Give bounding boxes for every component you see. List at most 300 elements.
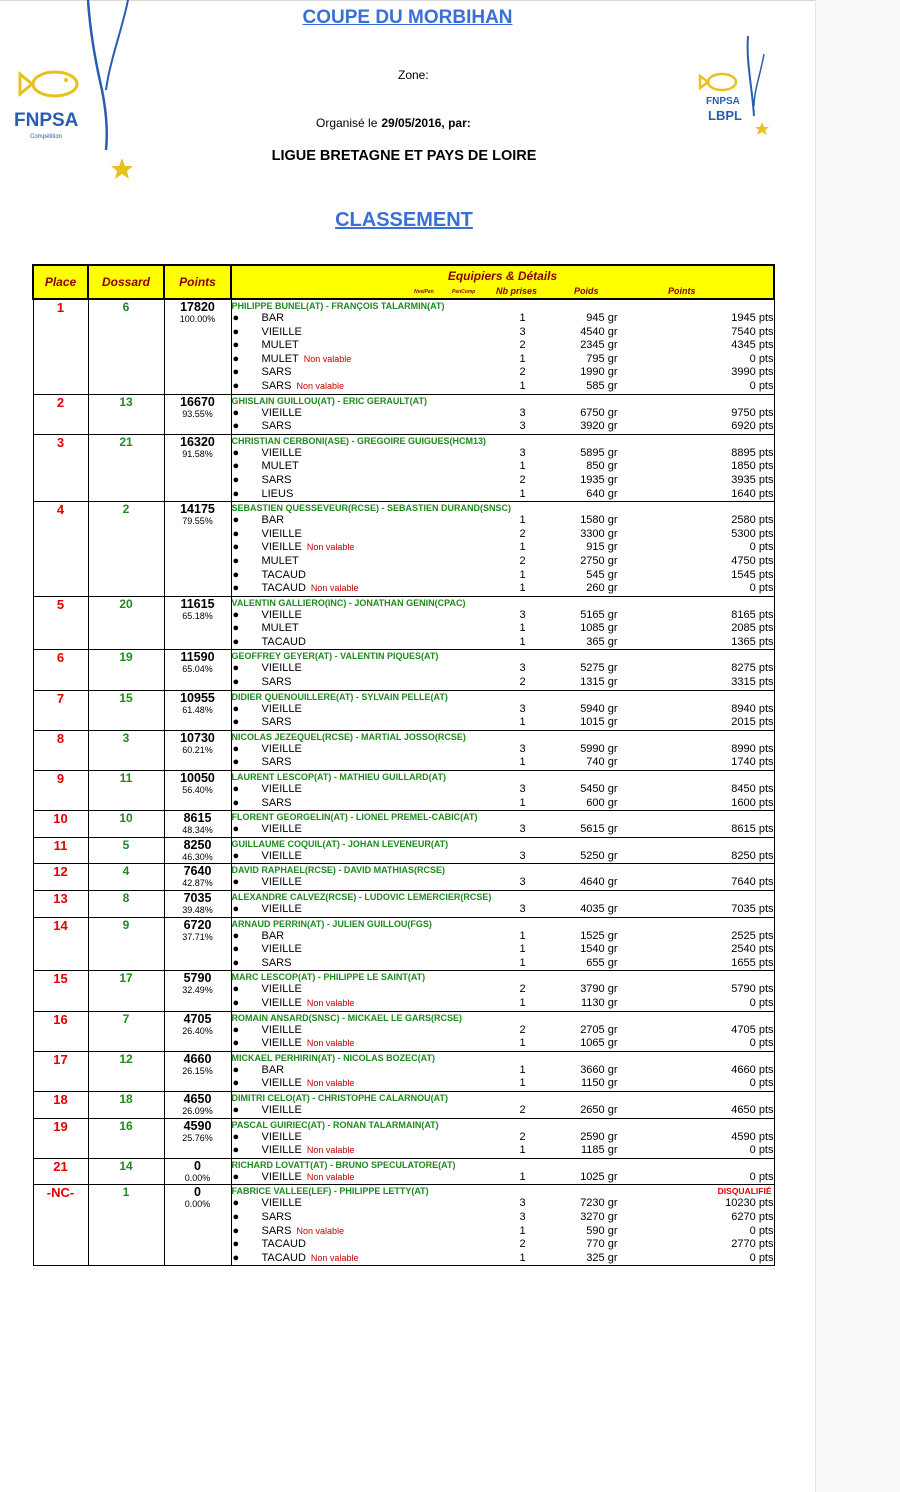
total-points: 7035 [183,891,212,905]
equipiers-cell [231,1118,774,1158]
points-cell [164,394,231,434]
catch-points: 1655 pts [731,956,774,969]
catch-line [232,676,774,690]
catch-line [232,447,774,461]
catch-line [232,1225,774,1239]
organisation-line: Organisé le 29/05/2016, par: [316,116,471,130]
bullet-icon: ● [232,460,240,473]
catch-species: VIEILLE Non valable [261,1077,355,1090]
catch-points: 8275 pts [731,662,774,675]
catch-line [232,797,774,811]
non-valable-note: Non valable [296,1225,344,1236]
place-cell: 7 [33,690,88,730]
catch-count: 3 [519,608,526,621]
catch-species: TACAUD [261,635,306,648]
catch-species: VIEILLE Non valable [261,1037,355,1050]
non-valable-note: Non valable [306,542,355,553]
table-row [33,596,774,650]
total-points: 11590 [180,650,215,665]
catch-line [232,662,774,676]
catch-count: 2 [519,366,526,379]
points-cell [164,1091,231,1118]
catch-points: 2540 pts [731,943,774,956]
team-names: ALEXANDRE CALVEZ(RCSE) - LUDOVIC LEMERCIER(RCSE) [231,892,492,902]
catch-species: SARS [261,756,292,769]
bullet-icon: ● [232,420,240,433]
dossard-cell: 18 [88,1091,164,1118]
dossard-cell: 3 [88,730,164,770]
catch-weight: 850 gr [586,460,618,473]
catch-points: 1365 pts [731,635,774,648]
catch-count: 3 [519,742,526,755]
equipiers-cell [231,864,774,891]
catch-weight: 260 gr [586,582,618,595]
catch-line [232,1197,774,1211]
dossard-cell: 9 [88,917,164,971]
place-cell: 19 [33,1118,88,1158]
catch-weight: 5165 gr [580,608,618,621]
catch-count: 2 [519,1023,526,1036]
bullet-icon: ● [232,996,240,1009]
section-title: CLASSEMENT [335,209,473,231]
catch-weight: 7230 gr [580,1197,618,1210]
points-percent: 48.34% [182,825,213,836]
team-names: VALENTIN GALLIERO(INC) - JONATHAN GENIN(CPAC) [231,597,466,608]
catch-weight: 655 gr [586,956,618,969]
catch-species: VIEILLE [261,1197,302,1210]
catch-weight: 325 gr [586,1251,618,1264]
catch-line [232,997,774,1011]
table-row [33,837,774,864]
catch-weight: 3920 gr [580,420,618,433]
catch-weight: 1150 gr [581,1077,618,1090]
points-percent: 46.30% [182,851,213,862]
bullet-icon: ● [232,783,240,796]
catch-points: 4705 pts [731,1023,774,1036]
catch-species: VIEILLE Non valable [261,1144,355,1157]
equipiers-cell [231,1185,774,1266]
catch-line [232,756,774,770]
equipiers-cell [231,771,774,811]
catch-line [232,420,774,434]
catch-weight: 5615 gr [580,823,618,836]
catch-points: 0 pts [749,1224,774,1237]
catch-weight: 5990 gr [580,742,618,755]
catch-species: SARS [261,956,292,969]
catch-points: 5790 pts [731,983,774,996]
catch-species: BAR [261,514,285,527]
total-points: 0 [194,1185,201,1200]
catch-species: VIEILLE [261,823,302,836]
total-points: 7640 [183,864,212,879]
catch-weight: 2750 gr [580,554,618,567]
bullet-icon: ● [232,702,240,715]
catch-species: MULET [261,460,299,473]
bullet-icon: ● [232,929,240,942]
bullet-icon: ● [232,849,240,862]
catch-count: 2 [519,339,526,352]
points-cell [164,1185,231,1266]
catch-species: VIEILLE [261,783,302,796]
catch-weight: 795 gr [586,352,618,365]
catch-count: 3 [519,823,526,836]
header-points: Points [164,265,231,299]
points-percent: 61.48% [182,704,213,715]
catch-weight: 915 gr [586,541,618,554]
catch-species: TACAUD Non valable [261,1251,359,1264]
catch-count: 1 [519,514,526,527]
team-names: SEBASTIEN QUESSEVEUR(RCSE) - SEBASTIEN DURAND(SNSC) [231,503,512,514]
dossard-cell: 2 [88,502,164,597]
place-cell: 1 [33,299,88,394]
dossard-cell: 21 [88,434,164,501]
catch-species: SARS [261,796,292,809]
team-names: RICHARD LOVATT(AT) - BRUNO SPECULATORE(AT) [231,1159,456,1170]
place-cell: 21 [33,1158,88,1185]
catch-count: 3 [519,325,526,338]
catch-species: BAR [261,1063,285,1076]
catch-species: SARS [261,716,292,729]
team-names: ARNAUD PERRIN(AT) - JULIEN GUILLOU(FGS) [231,918,432,929]
bullet-icon: ● [232,956,240,969]
catch-points: 3935 pts [731,473,774,486]
catch-points: 4345 pts [731,339,774,352]
catch-points: 1945 pts [731,312,774,324]
total-points: 11615 [180,596,215,611]
catch-species: VIEILLE [261,446,302,459]
bullet-icon: ● [232,514,240,527]
points-percent: 91.58% [182,448,213,459]
table-header-row [33,265,774,299]
catch-weight: 2345 gr [580,339,618,352]
catch-weight: 740 gr [586,756,618,769]
catch-points: 1600 pts [731,796,774,809]
catch-species: LIEUS [261,487,294,500]
catch-species: VIEILLE [261,876,302,889]
catch-weight: 5250 gr [580,849,618,862]
points-cell [164,650,231,690]
catch-line [232,474,774,488]
points-cell [164,690,231,730]
bullet-icon: ● [232,1144,240,1157]
table-row [33,394,774,434]
catch-weight: 2590 gr [580,1130,618,1143]
catch-points: 0 pts [749,1251,774,1264]
catch-line [232,1211,774,1225]
catch-points: 4750 pts [731,554,774,567]
points-cell [164,864,231,891]
bullet-icon: ● [232,325,240,338]
catch-species: MULET [261,622,299,635]
total-points: 10955 [180,690,215,705]
points-percent: 39.48% [182,905,213,915]
equipiers-cell [231,299,774,394]
total-points: 10730 [180,730,215,745]
catch-points: 9750 pts [731,406,774,419]
equipiers-cell [231,1011,774,1051]
ranking-table [32,264,775,1266]
catch-points: 0 pts [749,1144,774,1157]
catch-line [232,582,774,596]
catch-weight: 4640 gr [580,876,618,889]
catch-points: 5300 pts [731,527,774,540]
table-row [33,730,774,770]
points-cell [164,434,231,501]
catch-weight: 2650 gr [580,1103,618,1116]
dossard-cell: 20 [88,596,164,650]
catch-points: 3315 pts [731,676,774,689]
catch-count: 2 [519,554,526,567]
points-cell [164,837,231,864]
catch-count: 3 [519,702,526,715]
catch-weight: 3270 gr [580,1210,618,1223]
dossard-cell: 15 [88,690,164,730]
bullet-icon: ● [232,716,240,729]
total-points: 4650 [183,1091,212,1106]
catch-weight: 5450 gr [580,783,618,796]
catch-points: 8450 pts [731,783,774,796]
catch-species: VIEILLE [261,662,302,675]
bullet-icon: ● [232,487,240,500]
bullet-icon: ● [232,1130,240,1143]
bullet-icon: ● [232,1023,240,1036]
points-cell [164,811,231,838]
bullet-icon: ● [232,756,240,769]
team-names: DISQUALIFIÉ FABRICE VALLEE(LEF) - PHILIPPE LETTY(AT) [231,1186,772,1197]
bullet-icon: ● [232,1251,240,1264]
team-names: DAVID RAPHAEL(RCSE) - DAVID MATHIAS(RCSE) [231,865,445,876]
dossard-cell: 12 [88,1051,164,1091]
catch-line [232,326,774,340]
bullet-icon: ● [232,582,240,595]
table-row [33,771,774,811]
bullet-icon: ● [232,352,240,365]
catch-weight: 1540 gr [580,943,618,956]
table-row [33,1051,774,1091]
catch-line [232,850,774,864]
dossard-cell: 5 [88,837,164,864]
points-cell [164,299,231,394]
place-cell: 11 [33,837,88,864]
catch-count: 3 [519,406,526,419]
total-points: 8250 [183,837,212,852]
catch-weight: 545 gr [586,568,618,581]
bullet-icon: ● [232,622,240,635]
catch-count: 1 [519,1063,526,1076]
catch-count: 3 [519,876,526,889]
catch-points: 8250 pts [731,849,774,862]
bullet-icon: ● [232,446,240,459]
place-cell: 10 [33,811,88,838]
catch-species: MULET Non valable [261,352,352,365]
points-cell [164,1158,231,1185]
catch-species: VIEILLE [261,983,302,996]
catch-line [232,569,774,583]
catch-species: MULET [261,339,299,352]
catch-line [232,983,774,997]
bullet-icon: ● [232,796,240,809]
bullet-icon: ● [232,1063,240,1076]
svg-text:Compétition: Compétition [30,134,63,140]
non-valable-note: Non valable [306,1145,355,1156]
header-equipiers: Equipiers & Détails NvelPen PenComp Nb prises Poids Points [231,265,774,299]
catch-weight: 1025 gr [580,1170,618,1183]
catch-weight: 4035 gr [580,903,618,915]
catch-points: 1740 pts [731,756,774,769]
bullet-icon: ● [232,676,240,689]
points-percent: 93.55% [182,408,213,419]
non-valable-note: Non valable [306,1078,355,1089]
catch-weight: 3300 gr [580,527,618,540]
equipiers-cell [231,811,774,838]
catch-species: SARS [261,420,292,433]
catch-count: 1 [519,996,526,1009]
catch-weight: 640 gr [586,487,618,500]
catch-count: 1 [519,796,526,809]
equipiers-cell [231,917,774,971]
catch-weight: 1015 gr [580,716,618,729]
catch-weight: 5275 gr [580,662,618,675]
bullet-icon: ● [232,568,240,581]
points-percent: 100.00% [179,314,216,324]
bullet-icon: ● [232,527,240,540]
organiser-name: LIGUE BRETAGNE ET PAYS DE LOIRE [271,148,537,164]
total-points: 6720 [183,917,212,932]
catch-count: 1 [519,622,526,635]
total-points: 16670 [180,394,215,409]
points-percent: 65.18% [182,610,213,621]
table-row [33,1011,774,1051]
points-cell [164,596,231,650]
catch-species: VIEILLE [261,943,302,956]
catch-points: 2015 pts [731,716,774,729]
catch-points: 2770 pts [731,1238,774,1251]
catch-line [232,1171,774,1185]
table-row [33,1118,774,1158]
table-row [33,1091,774,1118]
catch-species: TACAUD [261,1238,306,1251]
catch-points: 0 pts [749,379,774,392]
place-cell: 6 [33,650,88,690]
bullet-icon: ● [232,608,240,621]
points-percent: 60.21% [182,744,213,755]
catch-species: TACAUD [261,568,306,581]
catch-weight: 600 gr [586,796,618,809]
points-percent: 25.76% [182,1132,213,1143]
catch-species: VIEILLE [261,527,302,540]
table-row [33,650,774,690]
team-names: GHISLAIN GUILLOU(AT) - ERIC GERAULT(AT) [231,395,427,406]
catch-weight: 3660 gr [580,1063,618,1076]
catch-line [232,957,774,971]
catch-points: 4650 pts [731,1103,774,1116]
bullet-icon: ● [232,312,240,324]
catch-points: 6270 pts [731,1210,774,1223]
bullet-icon: ● [232,1170,240,1183]
catch-count: 3 [519,1197,526,1210]
bullet-icon: ● [232,943,240,956]
non-valable-note: Non valable [310,1252,359,1263]
catch-species: BAR [261,312,285,324]
catch-species: BAR [261,929,285,942]
catch-points: 6920 pts [731,420,774,433]
catch-line [232,380,774,394]
catch-points: 2580 pts [731,514,774,527]
logo-left-text: FNPSA [14,110,79,131]
catch-count: 2 [519,473,526,486]
catch-line [232,622,774,636]
catch-count: 1 [519,1037,526,1050]
dossard-cell: 17 [88,971,164,1011]
points-percent: 79.55% [182,516,213,527]
event-date: 29/05/2016, par: [381,116,471,130]
catch-species: VIEILLE [261,1103,302,1116]
dossard-cell: 8 [88,891,164,918]
catch-line [232,930,774,944]
place-cell: 5 [33,596,88,650]
place-cell: 8 [33,730,88,770]
catch-line [232,1252,774,1266]
points-percent: 32.49% [182,985,213,996]
catch-weight: 1315 gr [580,676,618,689]
catch-weight: 5895 gr [580,446,618,459]
equipiers-cell [231,730,774,770]
catch-line [232,1131,774,1145]
equipiers-cell [231,394,774,434]
team-names: MICKAEL PERHIRIN(AT) - NICOLAS BOZEC(AT) [231,1052,435,1063]
total-points: 4660 [183,1051,212,1066]
catch-count: 2 [519,1238,526,1251]
catch-count: 3 [519,662,526,675]
non-valable-note: Non valable [306,997,355,1008]
fnpsa-lbpl-logo [696,36,776,136]
catch-line [232,541,774,555]
bullet-icon: ● [232,1238,240,1251]
bullet-icon: ● [232,1224,240,1237]
catch-count: 1 [519,460,526,473]
dossard-cell: 14 [88,1158,164,1185]
catch-species: SARS [261,366,292,379]
place-cell: -NC- [33,1185,88,1266]
catch-points: 7035 pts [731,903,774,915]
status-badge: DISQUALIFIÉ [717,1186,772,1197]
bullet-icon: ● [232,903,240,915]
dossard-cell: 16 [88,1118,164,1158]
catch-species: VIEILLE [261,406,302,419]
team-names: CHRISTIAN CERBONI(ASE) - GREGOIRE GUIGUES(HCM13) [231,435,487,446]
table-row [33,971,774,1011]
table-row [33,299,774,394]
catch-line [232,943,774,957]
catch-weight: 1085 gr [580,622,618,635]
catch-line [232,514,774,528]
equipiers-cell [231,891,774,918]
table-row [33,502,774,597]
catch-weight: 1185 gr [581,1144,618,1157]
catch-weight: 1935 gr [580,473,618,486]
points-cell [164,891,231,918]
catch-count: 1 [519,635,526,648]
team-names: DIDIER QUENOUILLERE(AT) - SYLVAIN PELLE(AT) [231,691,448,702]
header-dossard: Dossard [88,265,164,299]
catch-line [232,716,774,730]
total-points: 16320 [180,434,215,449]
catch-species: SARS [261,473,292,486]
table-row [33,1185,774,1266]
catch-weight: 770 gr [586,1238,618,1251]
catch-line [232,876,774,890]
page-shadow [815,0,900,1492]
